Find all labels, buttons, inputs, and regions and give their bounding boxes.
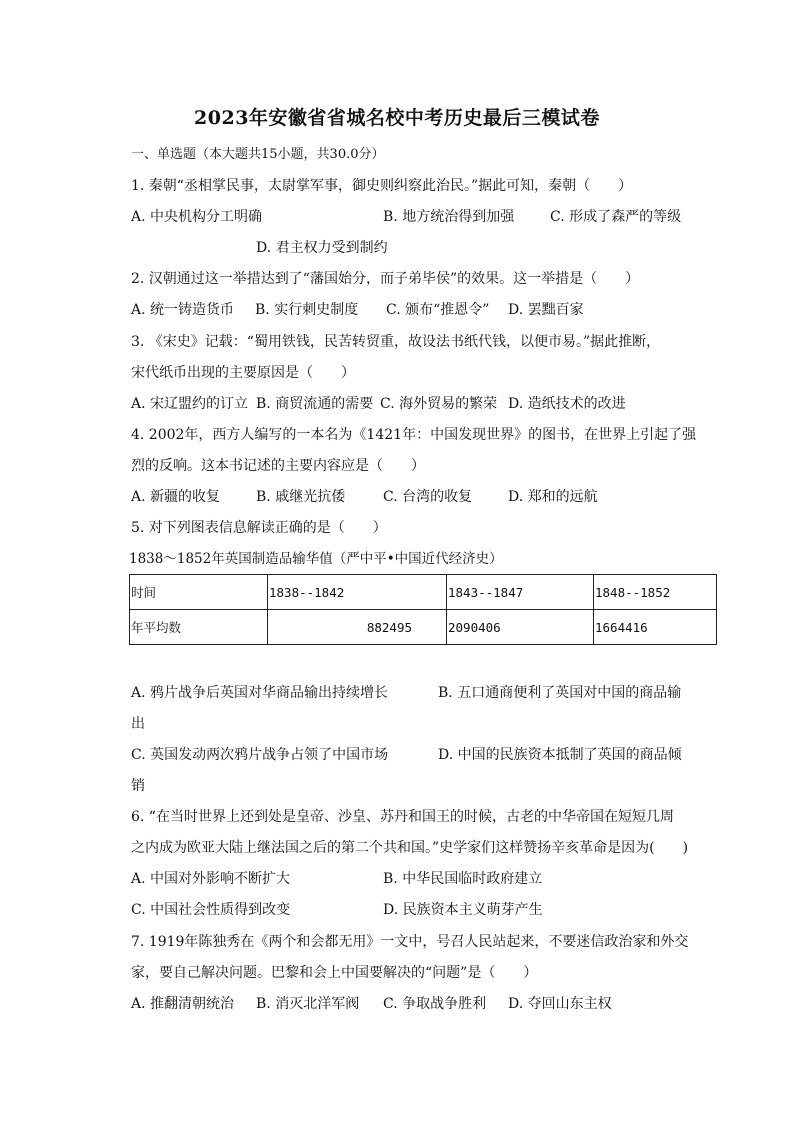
table-cell: 882495 (268, 610, 447, 645)
q6-stem-line2: 之内成为欧亚大陆上继法国之后的第二个共和国。”史学家们这样赞扬辛亥革命是因为( ) (131, 840, 689, 856)
table-caption: 1838～1852年英国制造品输华值（严中平•中国近代经济史） (129, 551, 503, 567)
q1-option-d: D. 君主权力受到制约 (256, 240, 388, 256)
exam-title: 2023年安徽省省城名校中考历史最后三模试卷 (194, 107, 600, 129)
q2-option-d: D. 罢黜百家 (508, 302, 584, 318)
q6-stem-line1: 6. “在当时世界上还到处是皇帝、沙皇、苏丹和国王的时候，古老的中华帝国在短短几周 (131, 809, 674, 825)
table-cell: 1664416 (594, 610, 717, 645)
trade-table (129, 574, 717, 645)
q3-option-a: A. 宋辽盟约的订立 (131, 396, 249, 412)
q5-stem: 5. 对下列图表信息解读正确的是（ ） (131, 520, 387, 536)
q1-option-a: A. 中央机构分工明确 (131, 209, 263, 225)
q4-option-a: A. 新疆的收复 (131, 489, 221, 505)
q7-option-a: A. 推翻清朝统治 (131, 996, 235, 1012)
table-cell: 年平均数 (130, 610, 268, 645)
q4-option-c: C. 台湾的收复 (383, 489, 473, 505)
q2-option-c: C. 颁布“推恩令” (386, 302, 490, 318)
q3-option-c: C. 海外贸易的繁荣 (380, 396, 498, 412)
q1-option-b: B. 地方统治得到加强 (383, 209, 515, 225)
q5-option-b: B. 五口通商便利了英国对中国的商品输 (438, 685, 682, 701)
q6-option-b: B. 中华民国临时政府建立 (383, 871, 543, 887)
q5-option-c: C. 英国发动两次鸦片战争占领了中国市场 (131, 747, 389, 763)
table-cell: 2090406 (447, 610, 594, 645)
section-heading: 一、单选题（本大题共15小题，共30.0分） (131, 147, 385, 162)
q4-option-d: D. 郑和的远航 (508, 489, 598, 505)
q6-option-a: A. 中国对外影响不断扩大 (131, 871, 291, 887)
q2-option-a: A. 统一铸造货币 (131, 302, 235, 318)
q5-option-a: A. 鸦片战争后英国对华商品输出持续增长 (131, 685, 389, 701)
table-row (130, 610, 717, 645)
table-header-row (130, 575, 717, 610)
q7-option-b: B. 消灭北洋军阀 (256, 996, 360, 1012)
table-cell: 时间 (130, 575, 268, 610)
q6-option-d: D. 民族资本主义萌芽产生 (383, 902, 543, 918)
table-cell: 1843--1847 (447, 575, 594, 610)
q4-stem-line1: 4. 2002年，西方人编写的一本名为《1421年：中国发现世界》的图书，在世界上引起了强 (131, 427, 697, 443)
table-cell: 1848--1852 (594, 575, 717, 610)
q5-option-d-cont: 销 (131, 778, 145, 794)
q7-option-c: C. 争取战争胜利 (383, 996, 487, 1012)
q7-stem-line1: 7. 1919年陈独秀在《两个和会都无用》一文中，号召人民站起来，不要迷信政治家和外交 (131, 934, 689, 950)
q4-option-b: B. 戚继光抗倭 (256, 489, 346, 505)
q3-stem-line1: 3. 《宋史》记载：“蜀用铁钱，民苦转贸重，故设法书纸代钱，以便市易。”据此推断， (131, 334, 661, 350)
q3-option-b: B. 商贸流通的需要 (256, 396, 374, 412)
q1-option-c: C. 形成了森严的等级 (550, 209, 682, 225)
q2-option-b: B. 实行刺史制度 (255, 302, 359, 318)
q1-stem: 1. 秦朝“丞相掌民事，太尉掌军事，御史则纠察此治民。”据此可知，秦朝（ ） (131, 178, 633, 194)
table-cell: 1838--1842 (268, 575, 447, 610)
q6-option-c: C. 中国社会性质得到改变 (131, 902, 291, 918)
q7-stem-line2: 家，要自己解决问题。巴黎和会上中国要解决的“问题”是（ ） (131, 965, 538, 981)
q5-option-b-cont: 出 (131, 716, 145, 732)
q2-stem: 2. 汉朝通过这一举措达到了“藩国始分，而子弟毕侯”的效果。这一举措是（ ） (131, 271, 640, 287)
q5-option-d: D. 中国的民族资本抵制了英国的商品倾 (438, 747, 682, 763)
q3-option-d: D. 造纸技术的改进 (508, 396, 626, 412)
q7-option-d: D. 夺回山东主权 (508, 996, 612, 1012)
q3-stem-line2: 宋代纸币出现的主要原因是（ ） (131, 365, 355, 381)
q4-stem-line2: 烈的反响。这本书记述的主要内容应是（ ） (131, 458, 425, 474)
